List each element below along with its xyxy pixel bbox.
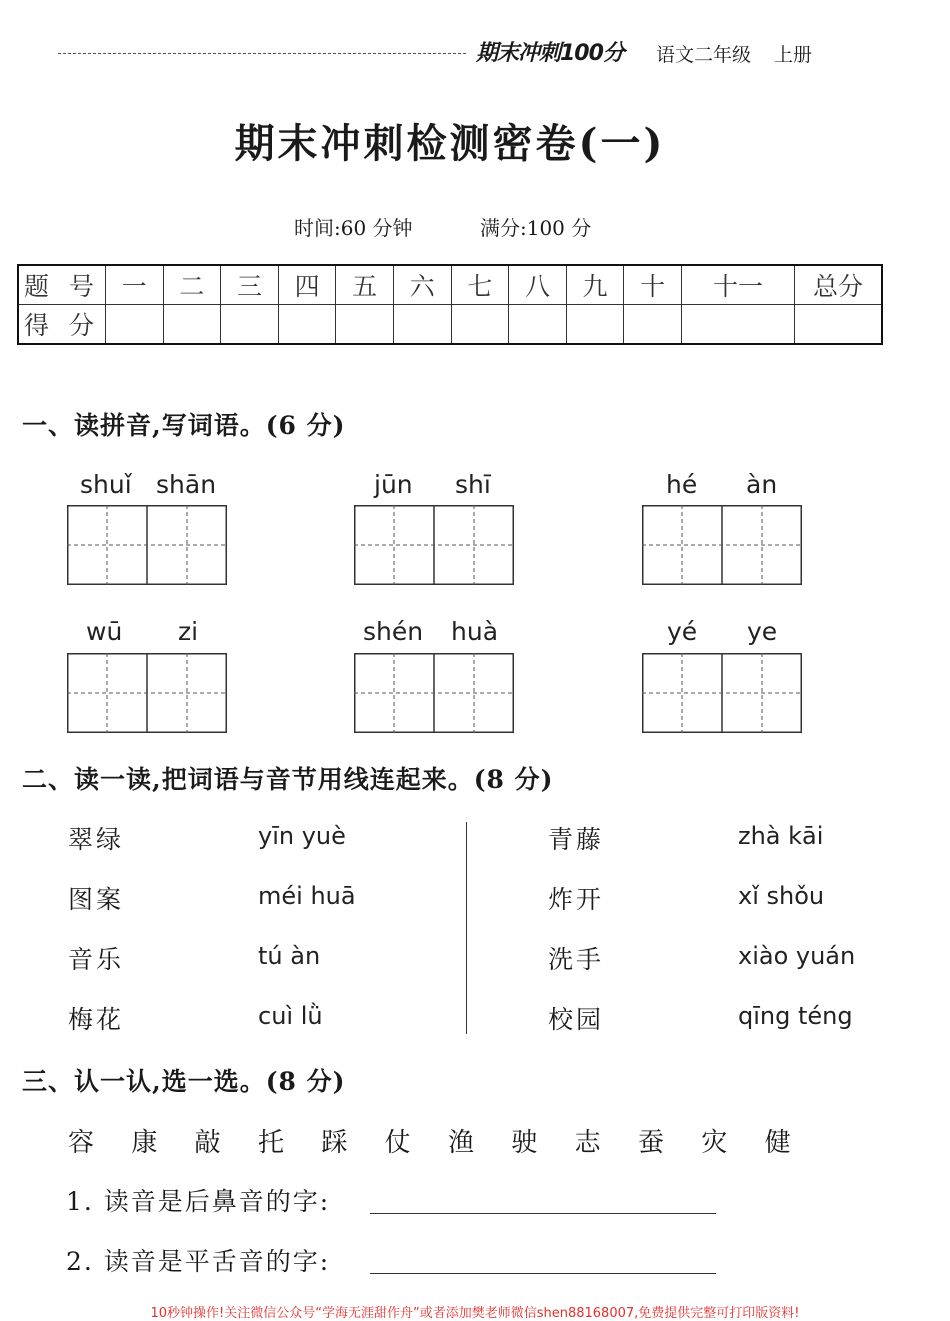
match-pinyin[interactable]: xǐ shǒu: [738, 882, 825, 910]
match-word[interactable]: 校园: [548, 1005, 605, 1034]
match-word[interactable]: 音乐: [68, 945, 125, 974]
col-header: 二: [163, 265, 221, 305]
pinyin-syllable: wū: [86, 617, 123, 646]
score-cell[interactable]: [163, 305, 221, 345]
score-cell[interactable]: [336, 305, 394, 345]
row-label-question-number: 题 号: [18, 265, 106, 305]
writing-grid[interactable]: [354, 653, 514, 733]
answer-line-2[interactable]: [370, 1273, 716, 1274]
pinyin-syllable: shén: [363, 617, 424, 646]
section1-title: 一、读拼音,写词语。(6 分): [22, 411, 346, 440]
writing-grid[interactable]: [354, 505, 514, 585]
match-word[interactable]: 洗手: [548, 945, 605, 974]
score-cell[interactable]: [566, 305, 624, 345]
score-cell[interactable]: [451, 305, 509, 345]
match-pinyin[interactable]: xiào yuán: [738, 942, 856, 970]
time-info: 时间:60 分钟: [294, 216, 413, 240]
score-cell[interactable]: [624, 305, 682, 345]
col-header: 一: [106, 265, 164, 305]
question-1: 1. 读音是后鼻音的字:: [66, 1187, 331, 1216]
bank-character: 托: [257, 1128, 284, 1158]
exam-title: 期末冲刺检测密卷(一): [234, 120, 666, 167]
writing-grid[interactable]: [642, 653, 802, 733]
col-header: 十: [624, 265, 682, 305]
score-cell[interactable]: [681, 305, 794, 345]
subject-grade: 语文二年级: [656, 44, 752, 66]
pinyin-syllable: hé: [666, 470, 698, 499]
bank-character: 容: [68, 1128, 95, 1158]
score-cell[interactable]: [393, 305, 451, 345]
bank-character: 志: [574, 1128, 601, 1158]
question-2: 2. 读音是平舌音的字:: [66, 1247, 331, 1276]
score-table: [17, 264, 883, 345]
col-header: 八: [509, 265, 567, 305]
pinyin-syllable: àn: [746, 470, 778, 499]
pinyin-syllable: ye: [747, 617, 778, 646]
answer-line-1[interactable]: [370, 1213, 716, 1214]
writing-grid[interactable]: [67, 653, 227, 733]
score-table-header-row: [18, 265, 882, 305]
col-header: 七: [451, 265, 509, 305]
writing-grid[interactable]: [67, 505, 227, 585]
col-header-total: 总分: [795, 265, 883, 305]
character-bank: [68, 1122, 828, 1159]
pinyin-syllable: zi: [178, 617, 199, 646]
match-word[interactable]: 青藤: [548, 825, 605, 854]
pinyin-syllable: shān: [156, 470, 217, 499]
match-pinyin[interactable]: tú àn: [258, 942, 321, 970]
header-dashed-line: [58, 53, 466, 54]
match-word[interactable]: 梅花: [68, 1005, 125, 1034]
col-header: 四: [278, 265, 336, 305]
footer-notice: 10秒钟操作!关注微信公众号“学海无涯甜作舟”或者添加樊老师微信shen88168007,免费提供完整可打印版资料!: [150, 1306, 800, 1321]
section2-title: 二、读一读,把词语与音节用线连起来。(8 分): [22, 765, 554, 794]
col-header: 五: [336, 265, 394, 305]
score-table-score-row: [18, 305, 882, 345]
match-pinyin[interactable]: méi huā: [258, 882, 356, 910]
match-word[interactable]: 图案: [68, 885, 125, 914]
match-word[interactable]: 翠绿: [68, 825, 125, 854]
writing-grid[interactable]: [642, 505, 802, 585]
bank-character: 驶: [511, 1128, 538, 1158]
pinyin-syllable: shī: [455, 470, 491, 499]
match-pinyin[interactable]: cuì lǜ: [258, 1002, 323, 1030]
bank-character: 敲: [194, 1128, 221, 1158]
score-cell[interactable]: [106, 305, 164, 345]
match-word[interactable]: 炸开: [548, 885, 605, 914]
pinyin-syllable: yé: [667, 617, 698, 646]
match-pinyin[interactable]: yīn yuè: [258, 822, 346, 850]
pinyin-syllable: huà: [451, 617, 499, 646]
pinyin-syllable: jūn: [374, 470, 413, 499]
volume-label: 上册: [774, 44, 813, 66]
full-score: 满分:100 分: [480, 216, 592, 240]
match-pinyin[interactable]: qīng téng: [738, 1002, 853, 1030]
bank-character: 灾: [701, 1128, 728, 1158]
bank-character: 仗: [384, 1128, 411, 1158]
bank-character: 康: [131, 1128, 158, 1158]
score-cell-total[interactable]: [795, 305, 883, 345]
bank-character: 渔: [447, 1128, 474, 1158]
pinyin-syllable: shuǐ: [80, 470, 132, 499]
brand-title: 期末冲刺100分: [476, 41, 624, 66]
bank-character: 健: [764, 1128, 791, 1158]
section3-title: 三、认一认,选一选。(8 分): [22, 1067, 346, 1096]
score-cell[interactable]: [509, 305, 567, 345]
row-label-score: 得 分: [18, 305, 106, 345]
bank-character: 蚕: [637, 1128, 664, 1158]
column-divider: [466, 822, 467, 1034]
col-header: 三: [221, 265, 279, 305]
col-header: 六: [393, 265, 451, 305]
col-header: 十一: [681, 265, 794, 305]
score-cell[interactable]: [278, 305, 336, 345]
score-cell[interactable]: [221, 305, 279, 345]
col-header: 九: [566, 265, 624, 305]
bank-character: 踩: [321, 1128, 348, 1158]
match-pinyin[interactable]: zhà kāi: [738, 822, 824, 850]
